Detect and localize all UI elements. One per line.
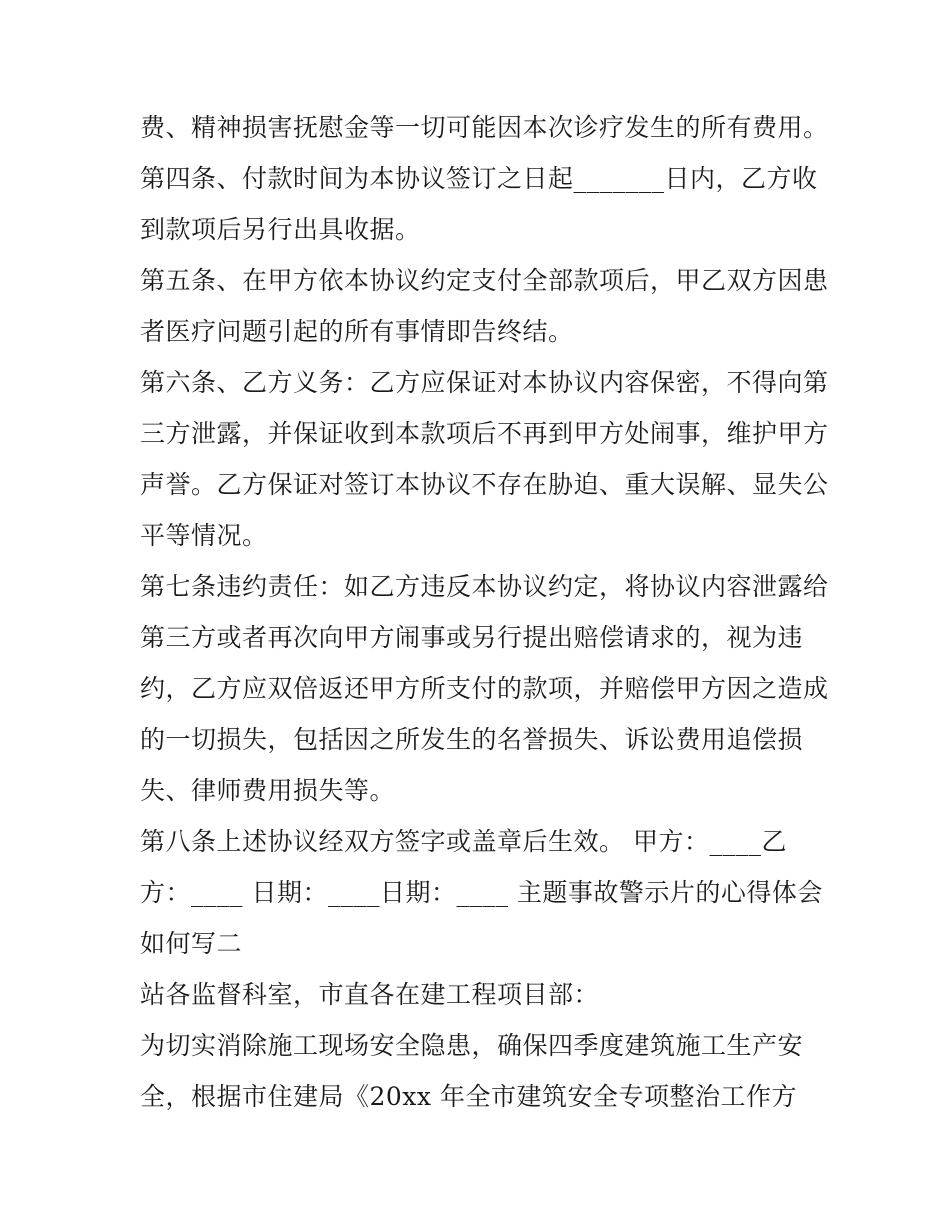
text-line: 第七条违约责任：如乙方违反本协议约定，将协议内容泄露给 [140,572,829,601]
text-line: 三方泄露，并保证收到本款项后不再到甲方处闹事，维护甲方 [140,419,829,448]
text-line: 为切实消除施工现场安全隐患，确保四季度建筑施工生产安 [140,1031,804,1060]
text-line: 第八条上述协议经双方签字或盖章后生效。 甲方：____乙 [140,827,787,856]
text-line: 的一切损失，包括因之所发生的名誉损失、诉讼费用追偿损 [140,725,804,754]
text-line: 第四条、付款时间为本协议签订之日起_______日内，乙方收 [140,164,818,193]
document-body [140,102,829,1122]
text-line: 站各监督科室，市直各在建工程项目部： [140,980,600,1009]
text-line: 者医疗问题引起的所有事情即告终结。 [140,317,574,346]
text-line: 如何写二 [140,929,243,958]
text-line: 方：____ 日期：____日期：____ 主题事故警示片的心得体会 [140,878,823,907]
text-line: 声誉。乙方保证对签订本协议不存在胁迫、重大误解、显失公 [140,470,829,499]
text-line: 平等情况。 [140,521,268,550]
text-line: 约，乙方应双倍返还甲方所支付的款项，并赔偿甲方因之造成 [140,674,829,703]
text-line: 第五条、在甲方依本协议约定支付全部款项后，甲乙双方因患 [140,266,829,295]
text-line: 第六条、乙方义务：乙方应保证对本协议内容保密，不得向第 [140,368,829,397]
text-line: 失、律师费用损失等。 [140,776,396,805]
text-line: 到款项后另行出具收据。 [140,215,421,244]
text-line: 费、精神损害抚慰金等一切可能因本次诊疗发生的所有费用。 [140,113,829,142]
text-line: 第三方或者再次向甲方闹事或另行提出赔偿请求的，视为违 [140,623,804,652]
text-line: 全，根据市住建局《20xx 年全市建筑安全专项整治工作方 [140,1082,797,1111]
